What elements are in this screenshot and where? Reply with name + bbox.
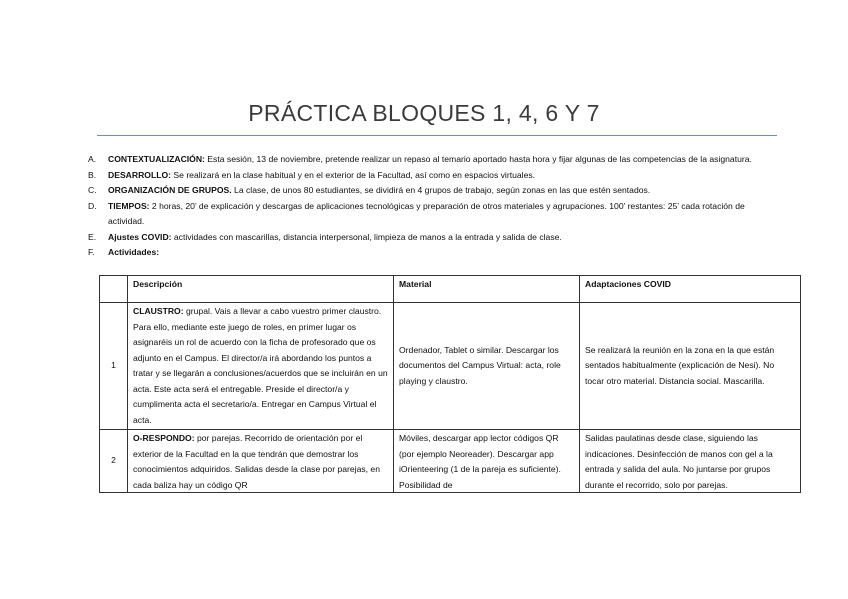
item-label: CONTEXTUALIZACIÓN:: [108, 154, 205, 164]
row-number: 1: [100, 303, 128, 430]
list-item: [88, 199, 778, 230]
item-text: actividades con mascarillas, distancia interpersonal, limpieza de manos a la entrada y salida de clase.: [171, 231, 562, 242]
table-header-description: Descripción: [128, 276, 394, 303]
section-list: [88, 152, 778, 261]
item-label: ORGANIZACIÓN DE GRUPOS.: [108, 185, 232, 195]
list-item: [88, 245, 778, 261]
item-text: 2 horas, 20’ de explicación y descargas de aplicaciones tecnológicas y preparación de otros materiales y agrupaciones. 100’ restantes: 25’ cada rotación de actividad.: [108, 200, 745, 226]
item-label: Ajustes COVID:: [108, 231, 172, 242]
list-marker: F.: [88, 247, 95, 257]
activity-description: por parejas. Recorrido de orientación por el exterior de la Facultad en la que tendrán que demostrar los conocimientos adquiridos. Salidas desde la clase por parejas, en cada baliza hay un código QR: [133, 433, 380, 490]
item-text: Se realizará en la clase habitual y en el exterior de la Facultad, así como en espacios virtuales.: [171, 169, 536, 180]
row-description: [128, 303, 394, 430]
table-header-material: Material: [394, 276, 580, 303]
item-label: Actividades:: [108, 247, 160, 257]
table-header-row: [100, 276, 801, 303]
row-covid: Salidas paulatinas desde clase, siguiendo las indicaciones. Desinfección de manos con gel a la entrada y salida del aula. No juntarse por grupos durante el recorrido, solo por parejas.: [580, 430, 801, 493]
item-label: DESARROLLO:: [108, 169, 172, 180]
list-marker: C.: [88, 185, 97, 195]
item-text: La clase, de unos 80 estudiantes, se dividirá en 4 grupos de trabajo, según zonas en las que estén sentados.: [231, 185, 651, 195]
item-label: TIEMPOS:: [108, 200, 150, 211]
list-marker: D.: [88, 200, 97, 211]
list-item: [88, 183, 778, 199]
page-title: PRÁCTICA BLOQUES 1, 4, 6 Y 7: [248, 100, 600, 126]
row-material: Ordenador, Tablet o similar. Descargar los documentos del Campus Virtual: acta, role playing y claustro.: [394, 303, 580, 430]
table-header-number: [100, 276, 128, 303]
row-number: 2: [100, 430, 128, 493]
list-marker: E.: [88, 231, 97, 242]
list-item: [88, 168, 778, 184]
title-divider: [97, 135, 777, 136]
list-marker: B.: [88, 169, 97, 180]
activity-name: CLAUSTRO:: [133, 306, 184, 316]
row-description: [128, 430, 394, 493]
activity-description: grupal. Vais a llevar a cabo vuestro primer claustro. Para ello, mediante este juego de roles, en primer lugar os asignaréis un rol de acuerdo con la ficha de profesorado que os adjunto en el Campus. El director/a irá abordando los puntos a tratar y se llegarán a conclusiones/acuerdos que se incluirán en un acta. Este acta será el entregable. Preside el director/a y cumplimenta acta el secretario/a. Entregar en Campus Virtual el acta.: [133, 306, 388, 425]
activities-table: [99, 275, 801, 493]
list-marker: A.: [88, 154, 97, 164]
row-covid: Se realizará la reunión en la zona en la que están sentados habitualmente (explicación de Nesi). No tocar otro material. Distancia social. Mascarilla.: [580, 303, 801, 430]
table-row: [100, 430, 801, 493]
activity-name: O-RESPONDO:: [133, 433, 195, 443]
list-item: [88, 152, 778, 168]
table-header-covid: Adaptaciones COVID: [580, 276, 801, 303]
table-row: [100, 303, 801, 430]
list-item: [88, 230, 778, 246]
item-text: Esta sesión, 13 de noviembre, pretende realizar un repaso al temario aportado hasta hora y fijar algunas de las competencias de la asignatura.: [204, 154, 752, 164]
row-material: Móviles, descargar app lector códigos QR (por ejemplo Neoreader). Descargar app iOrienteering (1 de la pareja es suficiente). Posibilidad de: [394, 430, 580, 493]
